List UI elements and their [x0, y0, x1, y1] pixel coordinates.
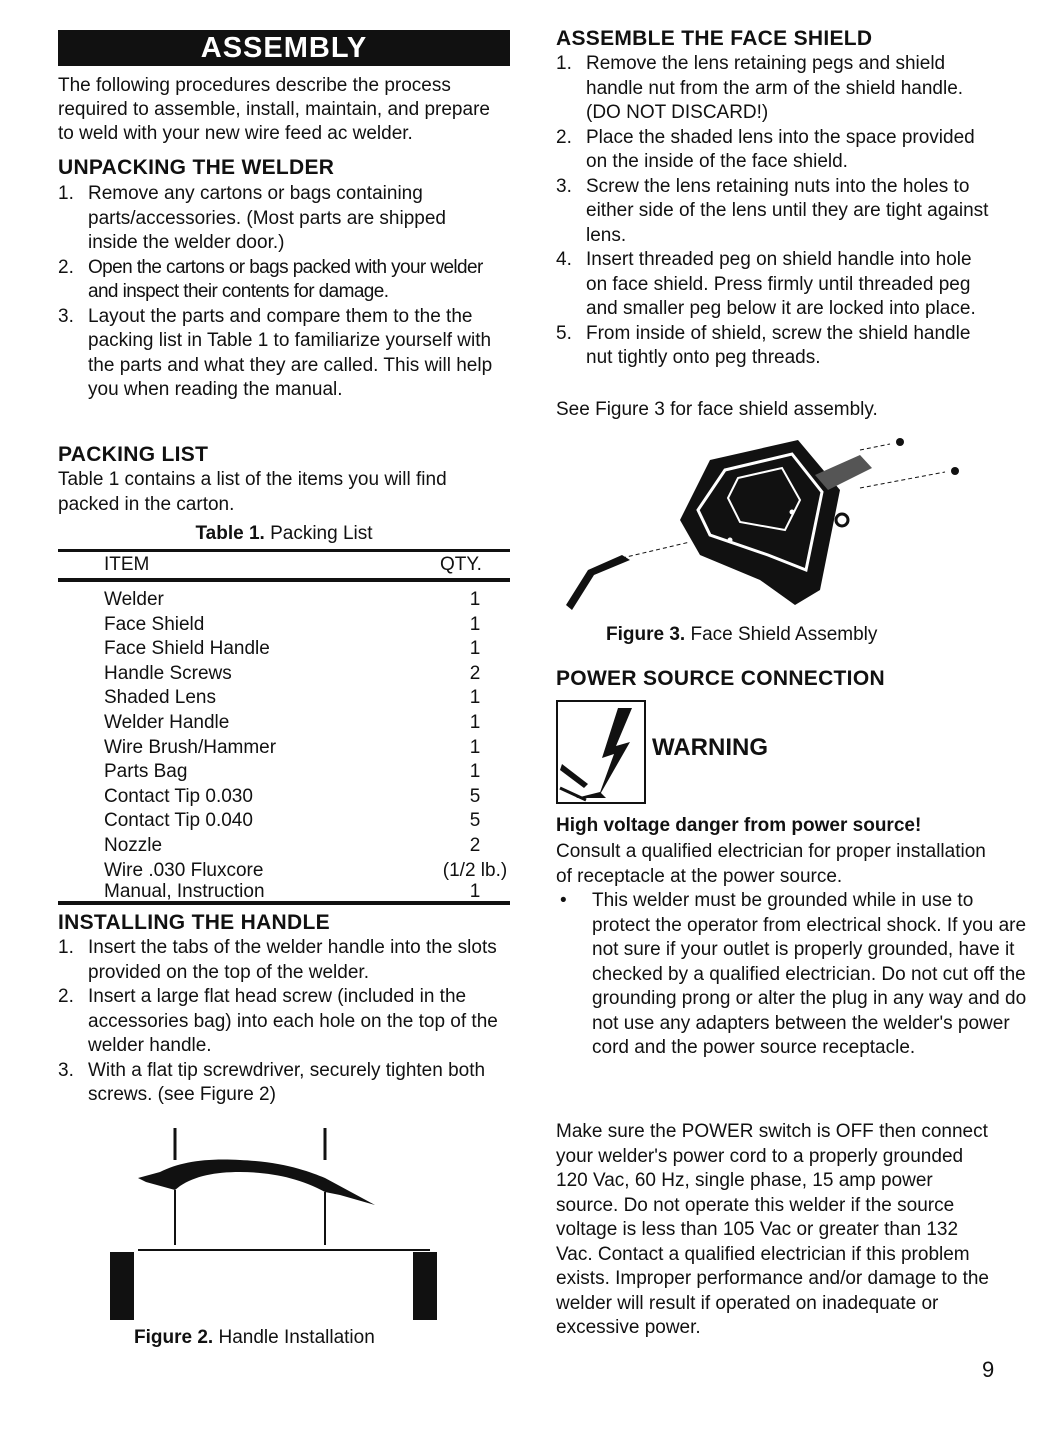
table-row: Shaded Lens 1 [104, 687, 481, 709]
list-item: 1. Remove the lens retaining pegs and shield handle nut from the arm of the shield handle. (DO NOT DISCARD!) [556, 53, 964, 123]
table-caption: Table 1. Packing List [195, 523, 373, 544]
table-row: Manual, Instruction 1 [58, 883, 510, 903]
handle-heading: INSTALLING THE HANDLE [58, 911, 330, 934]
packing-heading: PACKING LIST [58, 443, 209, 466]
table-row: Face Shield Handle 1 [104, 638, 481, 660]
packing-table [58, 549, 510, 905]
face-shield-heading: ASSEMBLE THE FACE SHIELD [556, 27, 873, 50]
section-banner: ASSEMBLY [58, 30, 510, 66]
danger-statement: High voltage danger from power source! [556, 815, 922, 836]
list-item: 1. Insert the tabs of the welder handle into the slots provided on the top of the welder. [58, 937, 497, 983]
table-row: Wire .030 Fluxcore (1/2 lb.) [104, 859, 508, 881]
handle-steps [58, 936, 510, 1108]
unpacking-steps [58, 182, 498, 403]
table-row: Handle Screws 2 [104, 662, 481, 684]
intro-paragraph: The following procedures describe the process required to assemble, install, maintain, and prepare to weld with your new wire feed ac welder. [58, 75, 490, 144]
power-heading: POWER SOURCE CONNECTION [556, 667, 885, 690]
see-figure-3: See Figure 3 for face shield assembly. [556, 399, 878, 420]
list-item: 2. Open the cartons or bags packed with your welder and inspect their contents for damage. [58, 256, 483, 302]
electric-shock-warning-icon [556, 700, 646, 804]
table-row: Contact Tip 0.040 5 [104, 810, 481, 832]
list-item: 1. Remove any cartons or bags containing parts/accessories. (Most parts are shipped inside the welder door.) [58, 183, 446, 253]
list-item: 2. Insert a large flat head screw (included in the accessories bag) into each hole on the top of the welder handle. [58, 986, 498, 1056]
figure-2-caption: Figure 2. Handle Installation [134, 1327, 375, 1348]
list-item: 3. With a flat tip screwdriver, securely tighten both screws. (see Figure 2) [58, 1059, 486, 1105]
consult-paragraph: Consult a qualified electrician for proper installation of receptacle at the power source. [556, 841, 986, 887]
list-item: 5. From inside of shield, screw the shield handle nut tightly onto peg threads. [556, 322, 971, 368]
table-row: Welder 1 [104, 589, 481, 610]
face-shield-steps [556, 52, 996, 371]
page-number: 9 [982, 1357, 995, 1382]
list-item: 3. Screw the lens retaining nuts into the holes to either side of the lens until they are tight against lens. [556, 175, 989, 246]
column-header-qty: QTY. [440, 551, 510, 581]
list-item: 2. Place the shaded lens into the space provided on the inside of the face shield. [556, 126, 975, 172]
closing-paragraph: Make sure the POWER switch is OFF then connect your welder's power cord to a properly grounded 120 Vac, 60 Hz, single phase, 15 amp power source. Do not operate this welder if the source voltage is less than 105 Vac or greater than 132 Vac. Contact a qualified electrician if this problem exists. Improper performance and/or damage to the welder will result if operated on inadequate or excessive power. [556, 1121, 990, 1338]
table-row: Contact Tip 0.030 5 [104, 785, 481, 807]
table-row: Wire Brush/Hammer 1 [104, 736, 481, 758]
table-row: Nozzle 2 [104, 834, 481, 856]
grounding-bullet: • This welder must be grounded while in use to protect the operator from electrical shock. If you are not sure if your outlet is properly grounded, have it checked by a qualified electrician. Do not cut off the grounding prong or alter the plug in any way and do not use any adapters between the welder's power cord and the power source receptacle. [560, 890, 1027, 1058]
list-item: 4. Insert threaded peg on shield handle into hole on face shield. Press firmly until threaded peg and smaller peg below it are locked into place. [556, 249, 976, 319]
unpacking-heading: UNPACKING THE WELDER [58, 156, 335, 179]
face-shield-illustration [560, 430, 980, 630]
figure-3-caption: Figure 3. Face Shield Assembly [606, 624, 878, 645]
list-item: 3. Layout the parts and compare them to the the packing list in Table 1 to familiarize yourself with the parts and what they are called. This will help you when reading the manual. [58, 305, 493, 400]
column-header-item: ITEM [58, 551, 440, 581]
table-row: Welder Handle 1 [104, 711, 481, 733]
table-row: Face Shield 1 [104, 613, 481, 635]
handle-installation-illustration [110, 1120, 450, 1325]
table-row: Parts Bag 1 [104, 761, 481, 783]
packing-intro: Table 1 contains a list of the items you will find packed in the carton. [58, 469, 447, 515]
warning-title: WARNING [652, 734, 768, 761]
